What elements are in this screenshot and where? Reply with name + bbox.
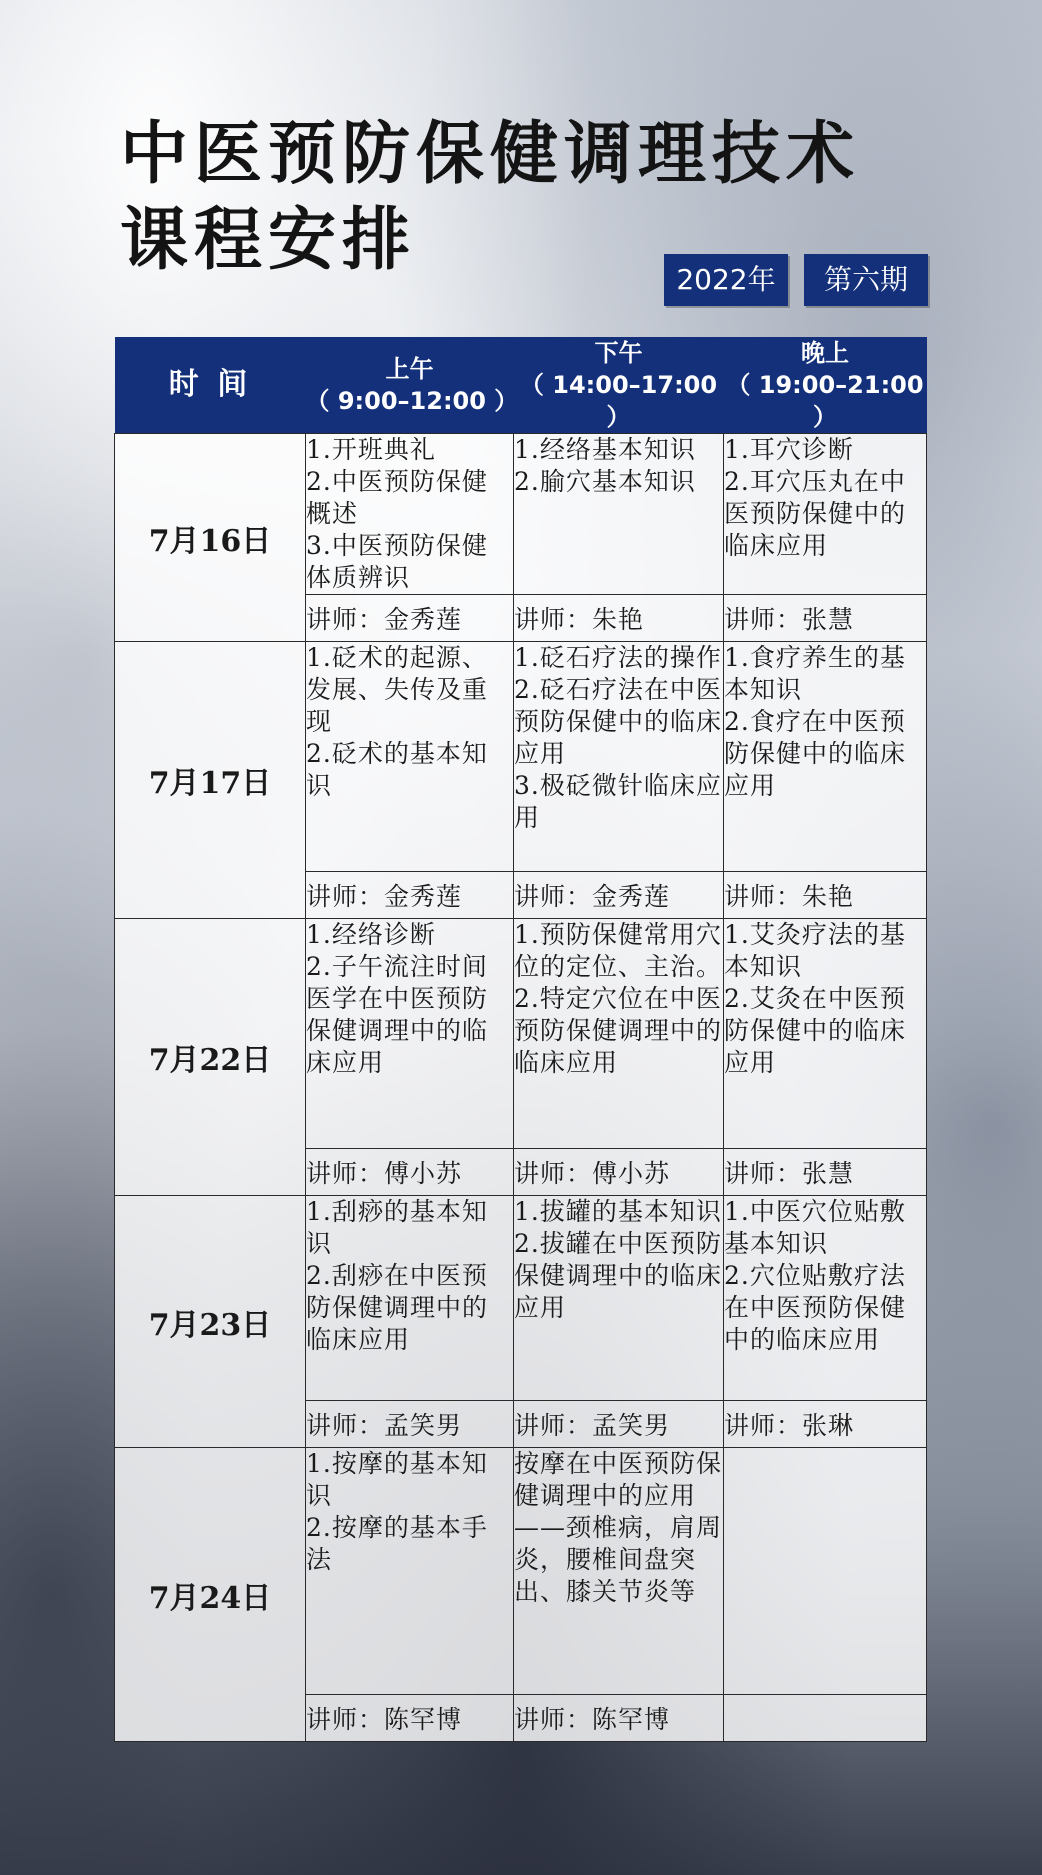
- date-cell: 7月16日: [115, 434, 306, 642]
- header-morning-hours: （ 9:00–12:00 ）: [305, 387, 519, 415]
- table-row: [115, 919, 927, 1149]
- period-badge: 第六期: [804, 254, 928, 306]
- evening-topics: 1.食疗养生的基本知识 2.食疗在中医预防保健中的临床应用: [724, 642, 927, 872]
- evening-topics: [724, 1448, 927, 1695]
- header-evening-hours: （ 19:00–21:00 ）: [726, 371, 924, 431]
- evening-topics: 1.耳穴诊断 2.耳穴压丸在中医预防保健中的临床应用: [724, 434, 927, 595]
- date-cell: 7月24日: [115, 1448, 306, 1742]
- morning-topics: 1.按摩的基本知识 2.按摩的基本手法: [306, 1448, 514, 1695]
- afternoon-topics: 1.经络基本知识 2.腧穴基本知识: [514, 434, 724, 595]
- lecturer-cell: 讲师：傅小苏: [306, 1149, 514, 1196]
- afternoon-topics: 1.拔罐的基本知识 2.拔罐在中医预防保健调理中的临床应用: [514, 1196, 724, 1401]
- header-evening: [724, 337, 927, 434]
- schedule-table: [114, 337, 927, 1742]
- lecturer-cell: 讲师：陈罕博: [514, 1695, 724, 1742]
- lecturer-cell: 讲师：金秀莲: [306, 872, 514, 919]
- lecturer-cell: 讲师：孟笑男: [306, 1401, 514, 1448]
- lecturer-cell: 讲师：金秀莲: [306, 595, 514, 642]
- date-cell: 7月17日: [115, 642, 306, 919]
- afternoon-topics: 1.预防保健常用穴位的定位、主治。 2.特定穴位在中医预防保健调理中的临床应用: [514, 919, 724, 1149]
- table-row: [115, 1196, 927, 1401]
- lecturer-cell: 讲师：朱艳: [514, 595, 724, 642]
- lecturer-cell: 讲师：孟笑男: [514, 1401, 724, 1448]
- header-time: 时 间: [115, 337, 306, 434]
- table-row: [115, 434, 927, 595]
- table-row: [115, 642, 927, 872]
- table-row: [115, 1448, 927, 1695]
- header-row: [115, 337, 927, 434]
- morning-topics: 1.砭术的起源、发展、失传及重现 2.砭术的基本知识: [306, 642, 514, 872]
- lecturer-cell: 讲师：张慧: [724, 595, 927, 642]
- date-cell: 7月23日: [115, 1196, 306, 1448]
- evening-topics: 1.中医穴位贴敷基本知识 2.穴位贴敷疗法在中医预防保健中的临床应用: [724, 1196, 927, 1401]
- lecturer-cell: 讲师：傅小苏: [514, 1149, 724, 1196]
- header-evening-label: 晚上: [801, 339, 849, 367]
- header-morning-label: 上午: [385, 355, 434, 383]
- title-line-1: 中医预防保健调理技术: [120, 115, 861, 194]
- afternoon-topics: 1.砭石疗法的操作 2.砭石疗法在中医预防保健中的临床应用 3.极砭微针临床应用: [514, 642, 724, 872]
- lecturer-cell: [724, 1695, 927, 1742]
- date-cell: 7月22日: [115, 919, 306, 1196]
- lecturer-cell: 讲师：陈罕博: [306, 1695, 514, 1742]
- morning-topics: 1.开班典礼 2.中医预防保健概述 3.中医预防保健体质辨识: [306, 434, 514, 595]
- header-afternoon-hours: （ 14:00–17:00 ）: [519, 371, 718, 431]
- afternoon-topics: 按摩在中医预防保健调理中的应用——颈椎病，肩周炎，腰椎间盘突出、膝关节炎等: [514, 1448, 724, 1695]
- morning-topics: 1.刮痧的基本知识 2.刮痧在中医预防保健调理中的临床应用: [306, 1196, 514, 1401]
- lecturer-cell: 讲师：张慧: [724, 1149, 927, 1196]
- lecturer-cell: 讲师：张琳: [724, 1401, 927, 1448]
- lecturer-cell: 讲师：金秀莲: [514, 872, 724, 919]
- header-morning: [305, 337, 519, 434]
- title-line-2: 课程安排: [120, 201, 417, 280]
- header-afternoon-label: 下午: [594, 339, 643, 367]
- evening-topics: 1.艾灸疗法的基本知识 2.艾灸在中医预防保健中的临床应用: [724, 919, 927, 1149]
- morning-topics: 1.经络诊断 2.子午流注时间医学在中医预防保健调理中的临床应用: [306, 919, 514, 1149]
- lecturer-cell: 讲师：朱艳: [724, 872, 927, 919]
- year-badge: 2022年: [664, 254, 788, 306]
- header-afternoon: [514, 337, 724, 434]
